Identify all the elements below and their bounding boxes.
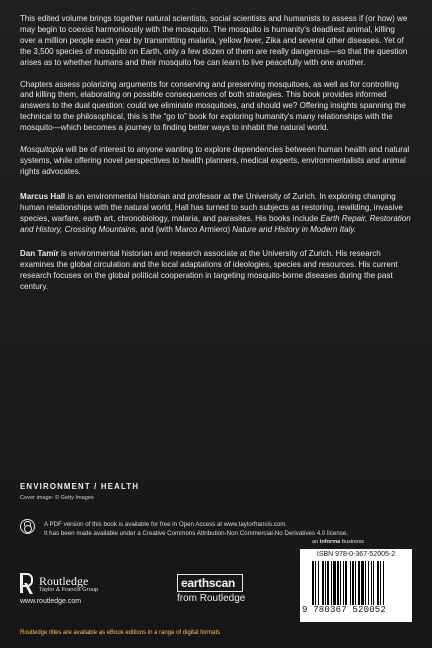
author-name-hall: Marcus Hall — [20, 191, 66, 201]
cover-credit: Cover image: © Getty Images — [20, 495, 94, 501]
ebook-note: Routledge titles are available as eBook editions in a range of digital formats — [20, 630, 221, 636]
informa-post: business — [340, 539, 364, 545]
informa-business — [312, 539, 364, 545]
author-book2-hall: Nature and History in Modern Italy. — [232, 224, 357, 234]
author-bio-hall-mid: and (with Marco Armiero) — [137, 224, 233, 234]
description-paragraph-2: Chapters assess polarizing arguments for conserving and preserving mosquitoes, as well as for controlling and killing them, elaborating on possible consequences of both strategies. This book provides informed answers to the dual question: could we eliminate mosquitoes, and should we? Offering insights spanning the technical to the philosophical, this is the “go to” book for exploring humanity's many relationships with the mosquito—which becomes a journey to finding better ways to inhabit the natural world. — [20, 79, 406, 133]
author-bio-hall-text: is an environmental historian and professor at the University of Zurich. In exploring changing human relationships with the natural world, Hall has turned to such subjects as restoring, rewilding, invasive species, warfare, earth art, chronobiology, malaria, and parasites. His books include — [20, 191, 403, 223]
barcode-digits: 9 780367 520052 — [302, 605, 387, 615]
isbn-number: ISBN 978-0-367-52005-2 — [316, 551, 396, 558]
author-books-hall: Earth Repair, Restoration and History, Crossing Mountains, — [20, 213, 411, 234]
informa-bold: informa — [319, 539, 341, 545]
earthscan-wordmark-box — [177, 574, 243, 592]
publisher-url[interactable]: www.routledge.com — [20, 598, 82, 605]
routledge-r-icon — [20, 573, 33, 593]
informa-pre: an — [312, 539, 320, 545]
author-bio-tamir — [20, 249, 412, 293]
description-paragraph-1: This edited volume brings together natural scientists, social scientists and humanists to assess if (or how) we may begin to coexist harmoniously with the mosquito. The mosquito is humanity's deadliest animal, killing over a million people each year by transmitting malaria, yellow fever, Zika and several other diseases. Yet of the 3,500 species of mosquito on Earth, only a few dozen of them are really dangerous—so that the question arises as to whether humans and their mosquito foe can learn to live peacefully with one another. — [20, 14, 408, 67]
author-bio-hall — [20, 192, 412, 236]
publisher-group: Taylor & Francis Group — [39, 587, 99, 593]
open-access-text — [44, 520, 348, 538]
author-bio-tamir-text: is environmental historian and research associate at the University of Zurich. His research examines the global circulation and the local adaptations of ideologies, species and resources. His current research focuses on the global political cooperation in targeting mosquito-borne diseases during the past century. — [20, 249, 398, 292]
book-title-inline: Mosquitopia — [20, 145, 64, 155]
isbn-barcode — [300, 549, 412, 622]
earthscan-from: from Routledge — [177, 593, 246, 604]
publisher-name: Routledge — [39, 574, 89, 588]
earthscan-logo — [177, 574, 257, 610]
earthscan-wordmark: earthscan — [181, 576, 235, 590]
subject-category: ENVIRONMENT / HEALTH — [20, 482, 140, 491]
open-access-line-1: A PDF version of this book is available for free in Open Access at www.taylorfrancis.com. — [44, 521, 288, 528]
routledge-logo — [20, 571, 150, 611]
description-block — [20, 14, 412, 304]
open-access-icon — [20, 519, 35, 534]
description-paragraph-3-text: will be of interest to anyone wanting to explore dependencies between human health and natural systems, while offering novel perspectives to health planners, medical experts, environmentalists and animal rights advocates. — [20, 145, 410, 176]
barcode-bars — [312, 561, 404, 605]
open-access-line-2: It has been made available under a Creative Commons Attribution-Non Commercial-No Derivatives 4.0 license. — [44, 530, 349, 537]
description-paragraph-3 — [20, 145, 412, 178]
author-name-tamir: Dan Tamïr — [20, 249, 59, 259]
